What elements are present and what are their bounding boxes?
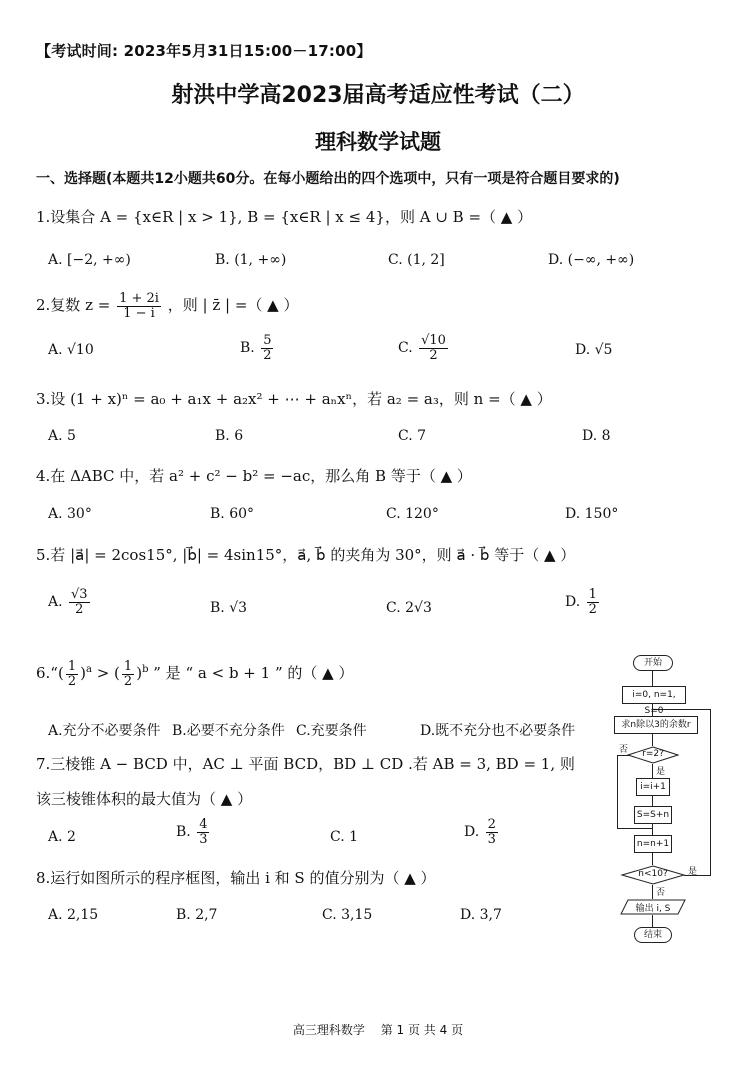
- q2-option-c-num: √10: [421, 333, 446, 348]
- q7-option-b-num: 4: [199, 817, 208, 832]
- q7-option-c[interactable]: C. 1: [330, 829, 359, 845]
- fc-connector: [652, 885, 653, 899]
- q2-option-b-den: 2: [263, 347, 272, 363]
- q1-option-b[interactable]: B. (1, +∞): [215, 252, 287, 268]
- q7-option-d-num: 2: [487, 817, 496, 832]
- q5-option-a-label: A.: [48, 594, 63, 611]
- question-6: 6.“( $\frac{1}{2}$ )$^a$ > ( $\frac{1}{2}$ )$^b$ ” 是 “ a < b + 1 ” 的（ ▲ ）: [36, 659, 354, 689]
- q5-option-a-den: 2: [75, 601, 84, 617]
- q6-suffix: ” 是 “ a < b + 1 ” 的（ ▲ ）: [153, 664, 354, 683]
- q6-frac-b: [122, 660, 134, 688]
- q4-option-b[interactable]: B. 60°: [210, 506, 255, 522]
- page-title: 射洪中学高2023届高考适应性考试（二）: [171, 83, 585, 108]
- q8-option-a[interactable]: A. 2,15: [48, 907, 99, 923]
- section-heading: 一、选择题(本题共12小题共60分。在每小题给出的四个选项中，只有一项是符合题目要求的): [36, 171, 620, 187]
- fc-inc-n: n=n+1: [634, 835, 672, 853]
- q5-option-c[interactable]: C. 2√3: [386, 600, 432, 616]
- q3-option-c[interactable]: C. 7: [398, 428, 427, 444]
- fc-loop-branch: [710, 709, 711, 876]
- q2-fraction: [117, 292, 161, 320]
- fc-yes-label: 是: [656, 767, 666, 777]
- q2-option-a[interactable]: A. √10: [48, 342, 94, 358]
- q8-option-c[interactable]: C. 3,15: [322, 907, 373, 923]
- q7-option-b-den: 3: [199, 831, 208, 847]
- q2-option-c-label: C.: [398, 340, 413, 357]
- q4-option-a[interactable]: A. 30°: [48, 506, 92, 522]
- fc-no-label: 否: [619, 745, 629, 755]
- q6-frac-b-den: 2: [123, 673, 133, 689]
- q5-option-d-frac: [587, 588, 599, 616]
- q2-option-d[interactable]: D. √5: [575, 342, 613, 358]
- q1-option-c[interactable]: C. (1, 2]: [388, 252, 445, 268]
- q4-option-d[interactable]: D. 150°: [565, 506, 619, 522]
- q2-option-b-frac: [261, 334, 273, 362]
- question-8: 8.运行如图所示的程序框图，输出 i 和 S 的值分别为（ ▲ ）: [36, 869, 436, 887]
- q2-option-c[interactable]: [398, 334, 450, 362]
- fc-end: 结束: [634, 927, 672, 943]
- q6-exp-b: b: [142, 664, 149, 676]
- q6-frac-a-den: 2: [67, 673, 77, 689]
- q5-option-d-num: 1: [588, 587, 597, 602]
- q4-option-c[interactable]: C. 120°: [386, 506, 439, 522]
- fc-loop-yes-label: 是: [688, 867, 698, 877]
- q7-option-b-frac: [197, 818, 209, 846]
- q6-frac-a: [66, 660, 78, 688]
- q6-option-a[interactable]: A.充分不必要条件: [48, 723, 161, 739]
- q7-option-a[interactable]: A. 2: [48, 829, 76, 845]
- q3-option-b[interactable]: B. 6: [215, 428, 244, 444]
- fc-connector: [652, 764, 653, 778]
- fc-step: 求n除以3的余数r: [614, 716, 698, 734]
- q2-option-b[interactable]: [240, 334, 275, 362]
- q7-option-b[interactable]: [176, 818, 211, 846]
- q2-option-b-label: B.: [240, 340, 255, 357]
- q5-option-d[interactable]: [565, 588, 601, 616]
- q8-option-d[interactable]: D. 3,7: [460, 907, 502, 923]
- q2-frac-den: 1 − i: [123, 305, 155, 321]
- q6-exp-a: a: [85, 664, 92, 676]
- q5-option-a-frac: [69, 588, 90, 616]
- q2-prefix: 2.复数 z =: [36, 296, 111, 315]
- q2-option-c-den: 2: [429, 347, 438, 363]
- exam-time: 【考试时间: 2023年5月31日15:00－17:00】: [36, 42, 372, 60]
- q5-option-b[interactable]: B. √3: [210, 600, 248, 616]
- q6-option-b[interactable]: B.必要不充分条件: [172, 723, 285, 739]
- q6-option-d[interactable]: D.既不充分也不必要条件: [420, 723, 576, 739]
- question-7: 7.三棱锥 A − BCD 中，AC ⊥ 平面 BCD，BD ⊥ CD .若 AB = 3, BD = 1, 则: [36, 755, 575, 773]
- fc-connector: [652, 851, 653, 865]
- question-2: [36, 292, 298, 320]
- q3-option-d[interactable]: D. 8: [582, 428, 611, 444]
- q5-option-d-label: D.: [565, 594, 581, 611]
- q7-option-b-label: B.: [176, 824, 191, 841]
- page-footer: 高三理科数学 第 1 页 共 4 页: [292, 1023, 464, 1037]
- fc-inc-i: i=i+1: [636, 778, 670, 796]
- q7-option-d[interactable]: [464, 818, 500, 846]
- fc-acc: S=S+n: [634, 806, 672, 824]
- q6-prefix: 6.“: [36, 664, 58, 683]
- fc-connector: [652, 669, 653, 686]
- fc-init: i=0, n=1, S=0: [622, 686, 686, 704]
- q7-option-d-label: D.: [464, 824, 480, 841]
- question-5: 5.若 |a⃗| = 2cos15°, |b⃗| = 4sin15°，a⃗, b⃗ 的夹角为 30°，则 a⃗ · b⃗ 等于（ ▲ ）: [36, 546, 576, 564]
- q6-option-c[interactable]: C.充要条件: [296, 723, 367, 739]
- question-1: 1.设集合 A = {x∈R | x > 1}, B = {x∈R | x ≤ 4}，则 A ∪ B =（ ▲ ）: [36, 208, 533, 226]
- q2-option-b-num: 5: [263, 333, 272, 348]
- fc-cond1-label: r=2?: [642, 749, 664, 759]
- q2-suffix: ，则 | z̄ | =（ ▲ ）: [167, 296, 299, 315]
- fc-connector: [652, 915, 653, 927]
- fc-cond2-label: n<10?: [638, 869, 668, 879]
- q6-frac-b-num: 1: [123, 659, 133, 674]
- q8-option-b[interactable]: B. 2,7: [176, 907, 218, 923]
- q5-option-d-den: 2: [588, 601, 597, 617]
- q2-option-c-frac: [419, 334, 448, 362]
- q3-option-a[interactable]: A. 5: [48, 428, 76, 444]
- q7-option-d-frac: [486, 818, 498, 846]
- q1-option-d[interactable]: D. (−∞, +∞): [548, 252, 635, 268]
- fc-start: 开始: [633, 655, 673, 671]
- fc-exit-no-label: 否: [656, 888, 666, 898]
- q2-frac-num: 1 + 2i: [119, 291, 159, 306]
- q6-frac-a-num: 1: [67, 659, 77, 674]
- q7-option-d-den: 3: [487, 831, 496, 847]
- fc-no-branch: [617, 828, 652, 829]
- question-7-line-2: 该三棱锥体积的最大值为（ ▲ ）: [36, 790, 253, 808]
- fc-connector: [652, 732, 653, 746]
- page-subtitle: 理科数学试题: [315, 130, 441, 154]
- q1-option-a[interactable]: A. [−2, +∞): [48, 252, 131, 268]
- fc-no-branch: [617, 755, 618, 828]
- question-4: 4.在 ΔABC 中，若 a² + c² − b² = −ac，那么角 B 等于（ ▲ ）: [36, 467, 472, 485]
- q5-option-a-num: √3: [71, 587, 88, 602]
- question-3: 3.设 (1 + x)ⁿ = a₀ + a₁x + a₂x² + ⋯ + aₙxⁿ，若 a₂ = a₃，则 n =（ ▲ ）: [36, 390, 552, 408]
- q5-option-a[interactable]: [48, 588, 92, 616]
- fc-output-label: 输出 i, S: [635, 904, 671, 914]
